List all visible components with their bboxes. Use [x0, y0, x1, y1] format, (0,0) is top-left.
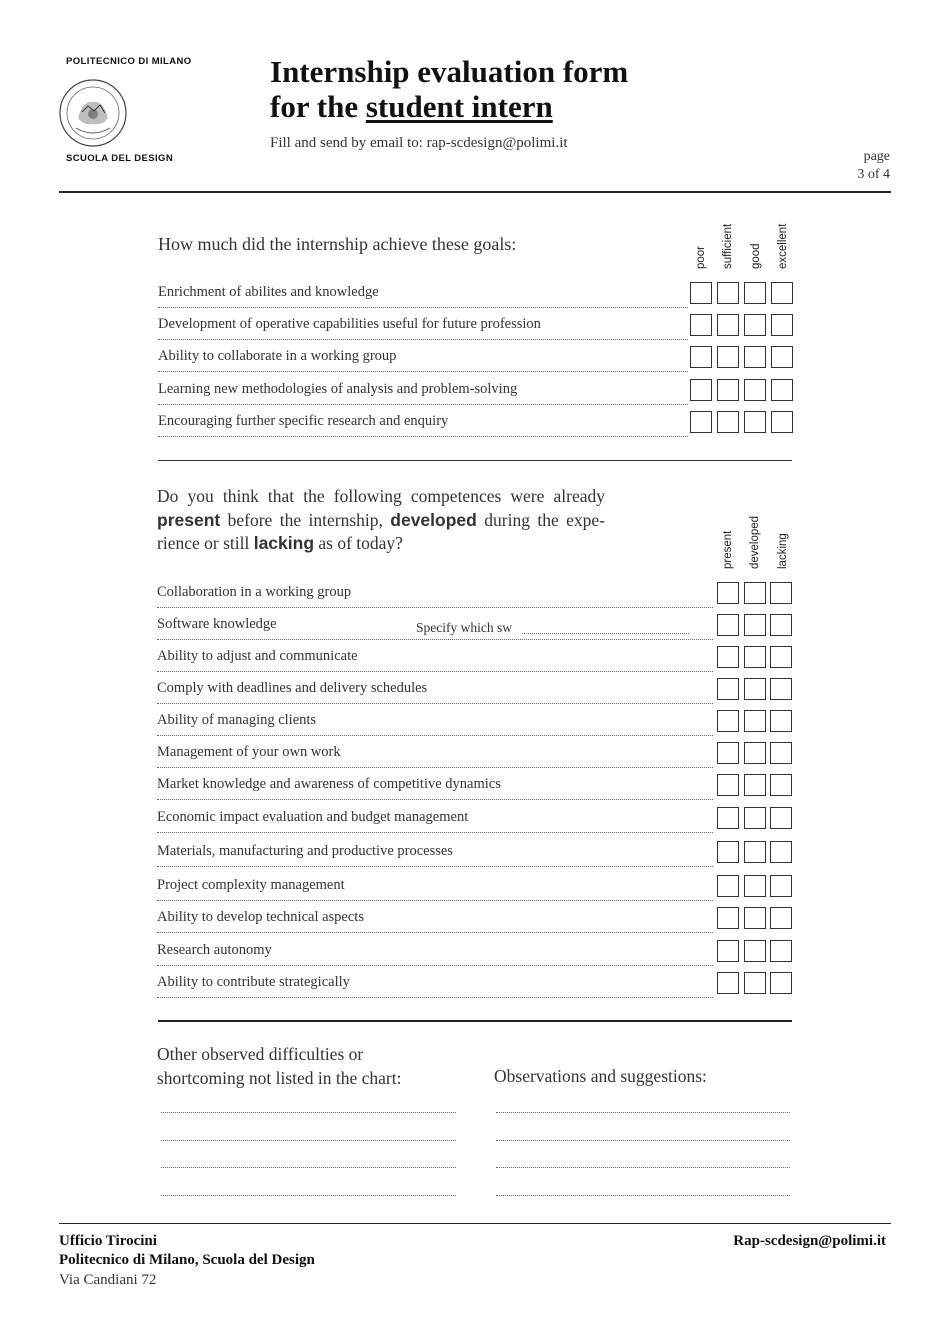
goal-rating-checkbox-good[interactable]: [744, 314, 766, 336]
goal-row-label: Encouraging further specific research and enquiry: [158, 413, 449, 429]
goal-row-dotted-line: [158, 307, 688, 308]
competence-row-label: Software knowledge: [157, 616, 277, 632]
competence-checkbox-lacking[interactable]: [770, 807, 792, 829]
competence-checkbox-lacking[interactable]: [770, 582, 792, 604]
goal-row-dotted-line: [158, 339, 688, 340]
goal-rating-checkbox-good[interactable]: [744, 379, 766, 401]
footer-divider: [59, 1223, 891, 1224]
competence-checkbox-present[interactable]: [717, 774, 739, 796]
competence-checkbox-present[interactable]: [717, 875, 739, 897]
competences-column-present: present: [722, 530, 734, 569]
page-label: page: [863, 149, 890, 164]
goal-rating-checkbox-poor[interactable]: [690, 314, 712, 336]
competence-row-label: Research autonomy: [157, 942, 272, 958]
q-developed: developed: [390, 509, 477, 530]
competence-checkbox-developed[interactable]: [744, 582, 766, 604]
goal-rating-checkbox-sufficient[interactable]: [717, 379, 739, 401]
title-prefix: for the: [270, 89, 366, 124]
q-lacking: lacking: [253, 533, 315, 553]
competence-row-dotted-line: [157, 997, 713, 998]
q-part-3: during the expe-: [476, 509, 605, 530]
goals-divider: [158, 460, 792, 461]
competence-checkbox-present[interactable]: [717, 841, 739, 863]
observations-heading: Observations and suggestions:: [494, 1066, 707, 1086]
competence-row-dotted-line: [157, 735, 713, 736]
competence-row-label: Ability to adjust and communicate: [157, 648, 358, 664]
difficulties-heading: [157, 1043, 401, 1090]
competence-checkbox-lacking[interactable]: [770, 614, 792, 636]
competence-row-label: Collaboration in a working group: [157, 584, 352, 600]
goal-rating-checkbox-poor[interactable]: [690, 379, 712, 401]
competence-checkbox-present[interactable]: [717, 646, 739, 668]
goals-question: How much did the internship achieve these goals:: [158, 234, 517, 254]
send-instructions: Fill and send by email to: rap-scdesign@polimi.it: [270, 135, 568, 151]
specify-software-label: Specify which sw: [416, 620, 512, 635]
competence-checkbox-developed[interactable]: [744, 614, 766, 636]
q-part-1: Do you think that the following competences were already: [157, 486, 605, 506]
competence-row-dotted-line: [157, 900, 713, 901]
title-underlined: student intern: [365, 89, 553, 124]
goal-row-label: Learning new methodologies of analysis and problem-solving: [158, 381, 518, 397]
competence-row-dotted-line: [157, 607, 713, 608]
competence-row-dotted-line: [157, 639, 713, 640]
competence-checkbox-lacking[interactable]: [770, 907, 792, 929]
competence-checkbox-present[interactable]: [717, 907, 739, 929]
goal-rating-checkbox-excellent[interactable]: [771, 379, 793, 401]
competence-row-label: Comply with deadlines and delivery schedules: [157, 680, 428, 696]
q-present: present: [157, 509, 221, 530]
competence-checkbox-present[interactable]: [717, 807, 739, 829]
competence-checkbox-present[interactable]: [717, 582, 739, 604]
goal-rating-checkbox-poor[interactable]: [690, 411, 712, 433]
goal-row-dotted-line: [158, 371, 688, 372]
goal-rating-checkbox-good[interactable]: [744, 282, 766, 304]
goal-row-label: Ability to collaborate in a working group: [158, 348, 397, 364]
goal-rating-checkbox-sufficient[interactable]: [717, 346, 739, 368]
competence-checkbox-developed[interactable]: [744, 774, 766, 796]
goal-rating-checkbox-sufficient[interactable]: [717, 282, 739, 304]
header-divider: [59, 191, 891, 193]
competence-checkbox-lacking[interactable]: [770, 678, 792, 700]
competence-row-label: Management of your own work: [157, 744, 341, 760]
goal-rating-checkbox-good[interactable]: [744, 346, 766, 368]
competence-row-dotted-line: [157, 799, 713, 800]
competence-row-dotted-line: [157, 965, 713, 966]
goals-column-good: good: [750, 243, 762, 269]
page-title: [270, 54, 628, 124]
q-part-5: as of today?: [314, 533, 403, 553]
footer-email: Rap-scdesign@polimi.it: [733, 1233, 886, 1249]
goal-rating-checkbox-poor[interactable]: [690, 346, 712, 368]
footer-office: Ufficio Tirocini: [59, 1233, 157, 1249]
competence-checkbox-developed[interactable]: [744, 742, 766, 764]
competences-column-developed: developed: [749, 515, 761, 569]
competence-checkbox-developed[interactable]: [744, 875, 766, 897]
school-name: SCUOLA DEL DESIGN: [66, 153, 174, 164]
competence-row-label: Market knowledge and awareness of competitive dynamics: [157, 776, 501, 792]
competence-checkbox-present[interactable]: [717, 972, 739, 994]
difficulties-line-field[interactable]: [161, 1140, 456, 1141]
competence-row-dotted-line: [157, 671, 713, 672]
q-part-4: rience or still: [157, 533, 254, 553]
goal-rating-checkbox-excellent[interactable]: [771, 411, 793, 433]
competence-checkbox-lacking[interactable]: [770, 940, 792, 962]
competences-column-lacking: lacking: [777, 533, 789, 569]
competence-row-dotted-line: [157, 932, 713, 933]
competence-checkbox-developed[interactable]: [744, 646, 766, 668]
competences-question: [157, 485, 605, 556]
competence-checkbox-lacking[interactable]: [770, 972, 792, 994]
goal-rating-checkbox-good[interactable]: [744, 411, 766, 433]
footer-address: Via Candiani 72: [59, 1272, 157, 1288]
page-indicator: [857, 148, 890, 184]
competence-row-dotted-line: [157, 703, 713, 704]
competence-checkbox-present[interactable]: [717, 940, 739, 962]
competence-checkbox-lacking[interactable]: [770, 774, 792, 796]
university-seal-logo: [58, 78, 128, 148]
competence-row-dotted-line: [157, 832, 713, 833]
goal-rating-checkbox-excellent[interactable]: [771, 282, 793, 304]
competence-checkbox-developed[interactable]: [744, 710, 766, 732]
difficulties-line-1: Other observed difficulties or: [157, 1044, 364, 1064]
competence-row-dotted-line: [157, 866, 713, 867]
institution-name: POLITECNICO DI MILANO: [66, 56, 192, 67]
observations-line-field[interactable]: [496, 1167, 790, 1168]
competence-row-label: Ability of managing clients: [157, 712, 317, 728]
competence-checkbox-present[interactable]: [717, 742, 739, 764]
goals-column-sufficient: sufficient: [722, 223, 734, 269]
goal-rating-checkbox-sufficient[interactable]: [717, 314, 739, 336]
goals-column-poor: poor: [695, 245, 707, 269]
difficulties-line-2: shortcoming not listed in the chart:: [157, 1067, 402, 1088]
competence-checkbox-lacking[interactable]: [770, 841, 792, 863]
competence-checkbox-developed[interactable]: [744, 678, 766, 700]
goal-rating-checkbox-excellent[interactable]: [771, 346, 793, 368]
competence-checkbox-developed[interactable]: [744, 940, 766, 962]
page-number: 3 of 4: [857, 167, 890, 182]
footer-school: Politecnico di Milano, Scuola del Design: [59, 1252, 315, 1268]
competence-checkbox-lacking[interactable]: [770, 646, 792, 668]
competence-checkbox-present[interactable]: [717, 614, 739, 636]
competence-checkbox-developed[interactable]: [744, 841, 766, 863]
competence-checkbox-developed[interactable]: [744, 807, 766, 829]
observations-line-field[interactable]: [496, 1195, 790, 1196]
competence-checkbox-lacking[interactable]: [770, 742, 792, 764]
observations-line-field[interactable]: [496, 1112, 790, 1113]
goal-row-dotted-line: [158, 436, 688, 437]
q-part-2: before the internship,: [220, 509, 391, 530]
goals-column-excellent: excellent: [777, 223, 789, 269]
goal-rating-checkbox-sufficient[interactable]: [717, 411, 739, 433]
goal-row-dotted-line: [158, 404, 688, 405]
competence-checkbox-developed[interactable]: [744, 972, 766, 994]
goal-rating-checkbox-poor[interactable]: [690, 282, 712, 304]
competence-row-dotted-line: [157, 767, 713, 768]
competence-checkbox-lacking[interactable]: [770, 875, 792, 897]
competence-row-label: Economic impact evaluation and budget management: [157, 809, 469, 825]
specify-software-input[interactable]: [522, 633, 689, 634]
difficulties-line-field[interactable]: [161, 1112, 456, 1113]
difficulties-line-field[interactable]: [161, 1167, 456, 1168]
goal-rating-checkbox-excellent[interactable]: [771, 314, 793, 336]
competences-divider: [158, 1020, 792, 1022]
competence-row-label: Materials, manufacturing and productive processes: [157, 843, 453, 859]
goal-row-label: Development of operative capabilities useful for future profession: [158, 316, 541, 332]
goal-row-label: Enrichment of abilites and knowledge: [158, 284, 379, 300]
competence-checkbox-developed[interactable]: [744, 907, 766, 929]
competence-checkbox-present[interactable]: [717, 678, 739, 700]
competence-checkbox-lacking[interactable]: [770, 710, 792, 732]
difficulties-line-field[interactable]: [161, 1195, 456, 1196]
title-line-1: Internship evaluation form: [270, 54, 629, 89]
competence-checkbox-present[interactable]: [717, 710, 739, 732]
competence-row-label: Project complexity management: [157, 877, 345, 893]
observations-line-field[interactable]: [496, 1140, 790, 1141]
title-line-2: [270, 89, 628, 124]
competence-row-label: Ability to contribute strategically: [157, 974, 350, 990]
competence-row-label: Ability to develop technical aspects: [157, 909, 364, 925]
